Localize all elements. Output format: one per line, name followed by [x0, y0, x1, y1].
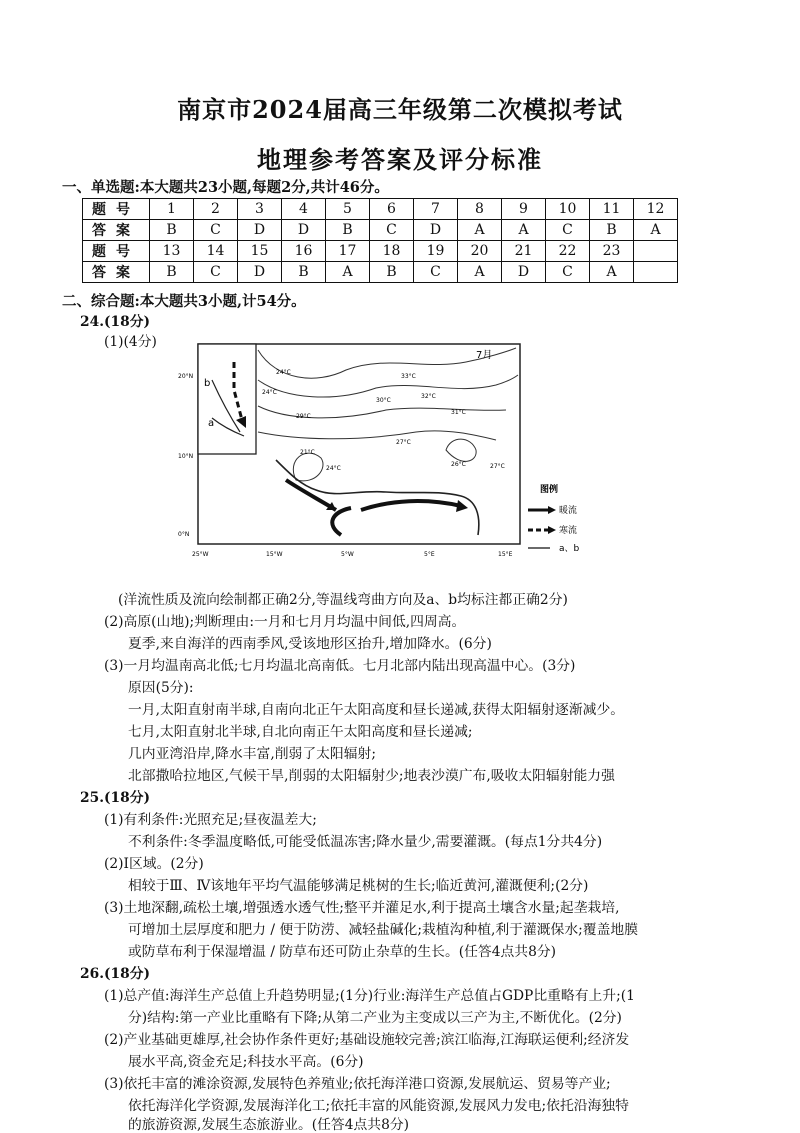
q25-part3: (3)土地深翻,疏松土壤,增强透水透气性;整平并灌足水,利于提高土壤含水量;起垄栽培, — [104, 900, 620, 916]
table-cell: 12 — [634, 199, 678, 220]
legend-warm-label: 暖流 — [559, 506, 578, 516]
answer-table — [82, 198, 678, 283]
month-label: 7月 — [476, 350, 493, 361]
table-cell: 9 — [502, 199, 546, 220]
table-cell: D — [414, 220, 458, 241]
table-cell: A — [590, 262, 634, 283]
q24-1-scoring-note: (洋流性质及流向绘制都正确2分,等温线弯曲方向及a、b均标注都正确2分) — [118, 592, 568, 608]
isotherm-label: 24°C — [326, 465, 341, 472]
table-cell: B — [370, 262, 414, 283]
table-cell: D — [502, 262, 546, 283]
lon-label: 25°W — [192, 551, 209, 558]
q26-part2-cont: 展水平高,资金充足;科技水平高。(6分) — [128, 1054, 364, 1070]
table-cell: A — [458, 262, 502, 283]
q25-part3-cont2: 或防草布利于保湿增温 / 防草布还可防止杂草的生长。(任答4点共8分) — [128, 944, 557, 960]
ocean-current-map — [176, 340, 586, 580]
table-cell: D — [238, 220, 282, 241]
table-cell: 6 — [370, 199, 414, 220]
table-cell: 22 — [546, 241, 590, 262]
table-cell: 5 — [326, 199, 370, 220]
lon-label: 15°E — [498, 551, 513, 558]
row-label: 答案 — [83, 262, 150, 283]
table-cell: 7 — [414, 199, 458, 220]
isotherm-label: 24°C — [262, 389, 277, 396]
inset-label-a: a — [208, 418, 215, 429]
table-cell: 8 — [458, 199, 502, 220]
table-cell: A — [458, 220, 502, 241]
q25-part3-cont: 可增加土层厚度和肥力 / 便于防涝、减轻盐碱化;栽植沟种植,利于灌溉保水;覆盖地膜 — [128, 922, 638, 938]
table-cell: 2 — [194, 199, 238, 220]
q24-part3: (3)一月均温南高北低;七月均温北高南低。七月北部内陆出现高温中心。(3分) — [104, 658, 576, 674]
lat-label: 10°N — [178, 453, 194, 460]
table-cell: 1 — [150, 199, 194, 220]
table-cell: B — [150, 262, 194, 283]
table-cell: 16 — [282, 241, 326, 262]
table-cell: B — [326, 220, 370, 241]
table-row — [83, 199, 678, 220]
inset-label-b: b — [204, 378, 211, 389]
q24-heading: 24.(18分) — [80, 314, 151, 330]
lon-label: 15°W — [266, 551, 283, 558]
table-cell — [634, 241, 678, 262]
table-row — [83, 241, 678, 262]
isotherm-label: 21°C — [300, 449, 315, 456]
table-cell: C — [194, 220, 238, 241]
table-cell: 17 — [326, 241, 370, 262]
row-label: 题号 — [83, 199, 150, 220]
q26-part1-cont: 分)结构:第一产业比重略有下降;从第二产业为主变成以三产为主,不断优化。(2分) — [128, 1010, 622, 1026]
q24-part3-jul: 七月,太阳直射北半球,自北向南正午太阳高度和昼长递减; — [128, 724, 473, 740]
table-cell: B — [590, 220, 634, 241]
q25-part2-cont: 相较于Ⅲ、Ⅳ该地年平均气温能够满足桃树的生长;临近黄河,灌溉便利;(2分) — [128, 878, 589, 894]
table-cell: C — [546, 220, 590, 241]
q24-part2-cont: 夏季,来自海洋的西南季风,受该地形区抬升,增加降水。(6分) — [128, 636, 492, 652]
table-row — [83, 262, 678, 283]
arrowhead — [548, 506, 556, 514]
isotherm-label: 32°C — [421, 393, 436, 400]
isotherm-label: 27°C — [490, 463, 505, 470]
isotherm-label: 31°C — [451, 409, 466, 416]
section-2-heading: 二、综合题:本大题共3小题,计54分。 — [62, 293, 306, 310]
table-cell: 18 — [370, 241, 414, 262]
q24-part3-guinea: 几内亚湾沿岸,降水丰富,削弱了太阳辐射; — [128, 746, 376, 762]
arrowhead — [548, 526, 556, 534]
table-cell: 19 — [414, 241, 458, 262]
table-cell: B — [150, 220, 194, 241]
table-cell: 14 — [194, 241, 238, 262]
table-cell: A — [326, 262, 370, 283]
q26-part3-cont: 依托海洋化学资源,发展海洋化工;依托丰富的风能资源,发展风力发电;依托沿海独特 — [128, 1098, 629, 1114]
table-cell: B — [282, 262, 326, 283]
row-label: 题号 — [83, 241, 150, 262]
legend-cold-label: 寒流 — [559, 526, 578, 536]
table-cell: 13 — [150, 241, 194, 262]
table-cell: 20 — [458, 241, 502, 262]
legend-title: 图例 — [540, 485, 559, 495]
isotherm-label: 30°C — [376, 397, 391, 404]
section-1-heading: 一、单选题:本大题共23小题,每题2分,共计46分。 — [62, 179, 389, 196]
isotherm-label: 27°C — [396, 439, 411, 446]
lon-label: 5°W — [341, 551, 354, 558]
table-cell: 3 — [238, 199, 282, 220]
table-cell: 23 — [590, 241, 634, 262]
q26-part3: (3)依托丰富的滩涂资源,发展特色养殖业;依托海洋港口资源,发展航运、贸易等产业; — [104, 1076, 611, 1092]
q24-part2: (2)高原(山地);判断理由:一月和七月月均温中间低,四周高。 — [104, 614, 466, 630]
q24-part3-sahara: 北部撒哈拉地区,气候干旱,削弱的太阳辐射少;地表沙漠广布,吸收太阳辐射能力强 — [128, 768, 615, 784]
lon-label: 5°E — [424, 551, 435, 558]
table-cell: 15 — [238, 241, 282, 262]
table-cell: 10 — [546, 199, 590, 220]
q24-part1: (1)(4分) — [104, 334, 157, 350]
q24-part3-jan: 一月,太阳直射南半球,自南向北正午太阳高度和昼长递减,获得太阳辐射逐渐减少。 — [128, 702, 625, 718]
q26-heading: 26.(18分) — [80, 966, 151, 982]
lat-label: 0°N — [178, 531, 190, 538]
table-row — [83, 220, 678, 241]
answer-subtitle: 地理参考答案及评分标准 — [257, 145, 543, 174]
isotherm-label: 26°C — [451, 461, 466, 468]
lat-label: 20°N — [178, 373, 194, 380]
table-cell: 21 — [502, 241, 546, 262]
exam-title: 南京市2024届高三年级第二次模拟考试 — [177, 95, 623, 124]
table-cell: C — [194, 262, 238, 283]
q25-part1: (1)有利条件:光照充足;昼夜温差大; — [104, 812, 317, 828]
q24-part3-reason: 原因(5分): — [128, 680, 194, 696]
table-cell: D — [282, 220, 326, 241]
isotherm-label: 29°C — [296, 413, 311, 420]
table-cell: A — [634, 220, 678, 241]
table-cell: C — [546, 262, 590, 283]
q26-part1: (1)总产值:海洋生产总值上升趋势明显;(1分)行业:海洋生产总值占GDP比重略有上升;(1 — [104, 988, 635, 1004]
table-cell: 4 — [282, 199, 326, 220]
isotherm-label: 33°C — [401, 373, 416, 380]
table-cell — [634, 262, 678, 283]
legend-ab-label: a、b — [559, 544, 580, 554]
table-cell: 11 — [590, 199, 634, 220]
q25-part1-cont: 不利条件:冬季温度略低,可能受低温冻害;降水量少,需要灌溉。(每点1分共4分) — [128, 834, 603, 850]
isotherm-label: 24°C — [276, 369, 291, 376]
table-cell: C — [370, 220, 414, 241]
inset-frame — [198, 344, 256, 454]
q25-heading: 25.(18分) — [80, 790, 151, 806]
row-label: 答案 — [83, 220, 150, 241]
table-cell: D — [238, 262, 282, 283]
table-cell: C — [414, 262, 458, 283]
q26-part3-cont2: 的旅游资源,发展生态旅游业。(任答4点共8分) — [128, 1117, 410, 1133]
q25-part2: (2)Ⅰ区域。(2分) — [104, 856, 204, 872]
table-cell: A — [502, 220, 546, 241]
q26-part2: (2)产业基础更雄厚,社会协作条件更好;基础设施较完善;滨江临海,江海联运便利;经济发 — [104, 1032, 630, 1048]
